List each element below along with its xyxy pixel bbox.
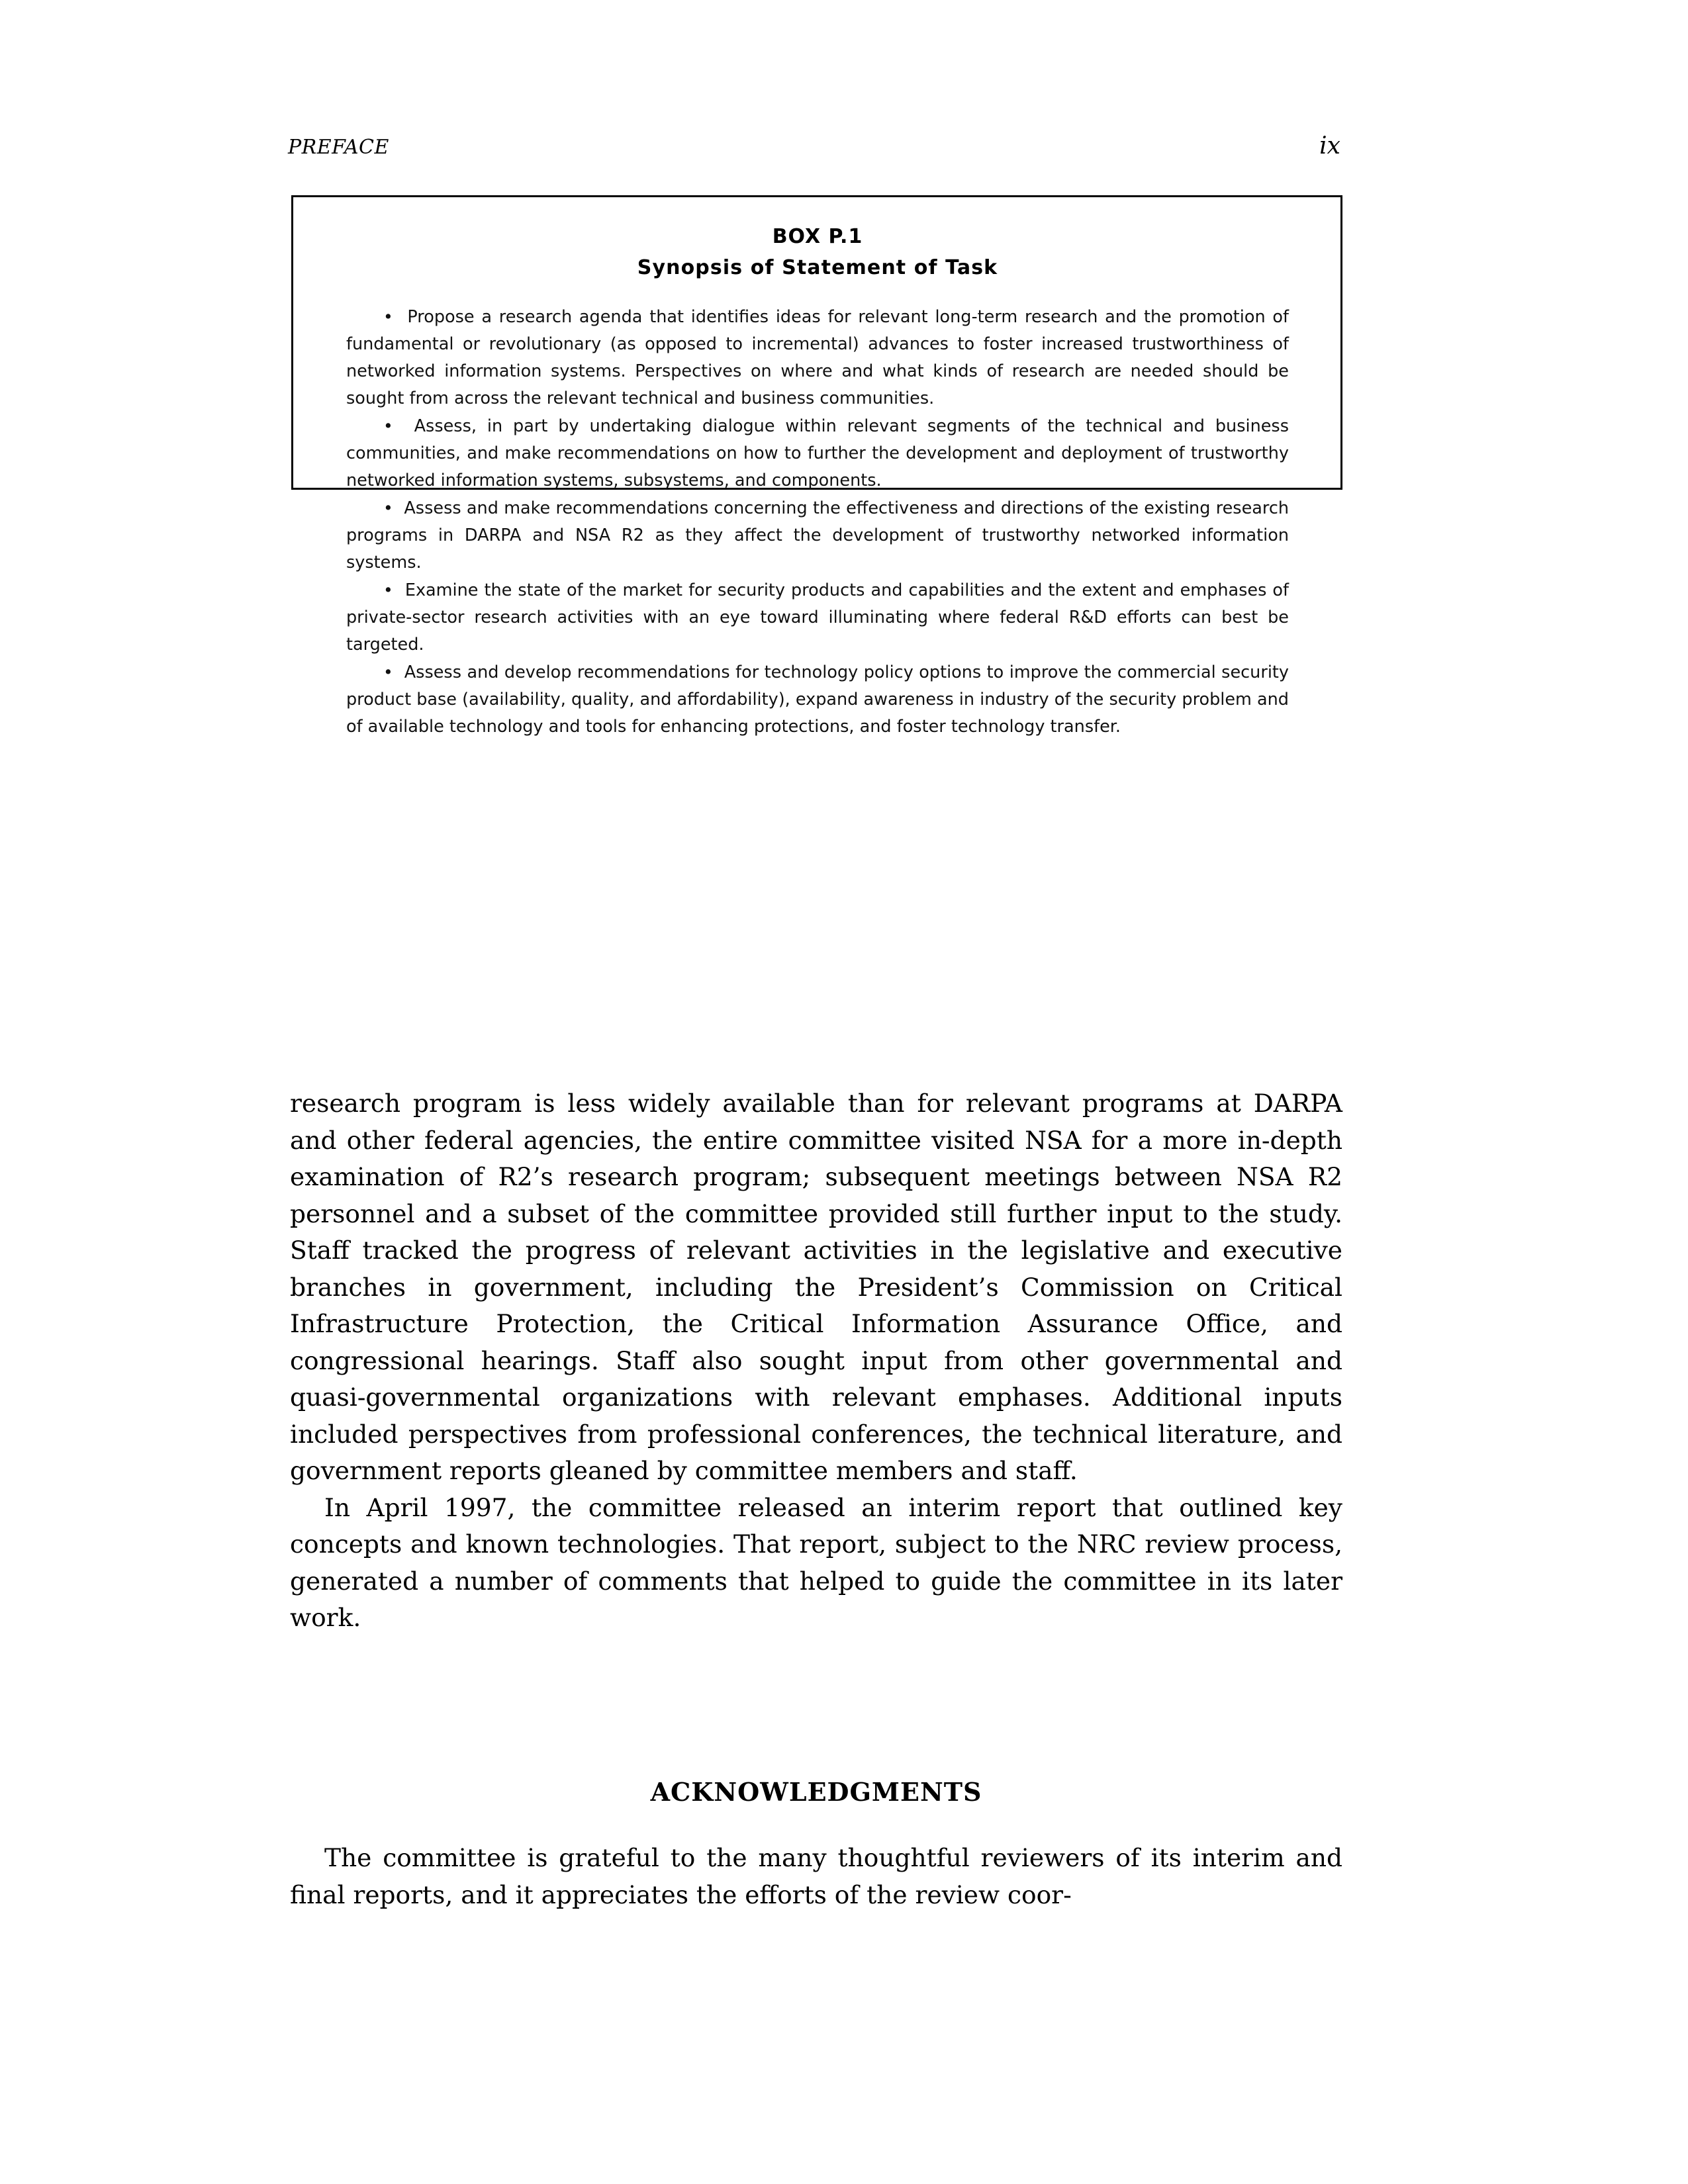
running-head-title: PREFACE — [288, 136, 389, 159]
box-bullet-item — [346, 412, 1289, 494]
box-bullet-item — [346, 303, 1289, 412]
box-p1-body — [346, 303, 1289, 741]
page-number: ix — [1319, 132, 1340, 159]
box-bullet-text: Assess and develop recommendations for technology policy options to improve the commercial security product base (availability, quality, and affordability), expand awareness in industry of the security problem and of available technology and tools for enhancing protections, and foster technology transfer. — [346, 662, 1289, 737]
bullet-icon: • — [383, 307, 393, 326]
box-bullet-item — [346, 494, 1289, 576]
main-body — [290, 1085, 1342, 1637]
bullet-icon: • — [383, 662, 393, 682]
box-bullet-text: Assess and make recommendations concerning the effectiveness and directions of the existing research programs in DARPA and NSA R2 as they affect the development of trustworthy networked information systems. — [346, 498, 1289, 572]
box-bullet-item — [346, 576, 1289, 659]
box-p1-inner — [293, 197, 1340, 741]
box-p1 — [291, 195, 1342, 737]
bullet-icon: • — [383, 416, 393, 435]
acknowledgments-paragraph-1: The committee is grateful to the many thoughtful reviewers of its interim and final reports, and it appreciates the efforts of the review coor- — [290, 1843, 1342, 1909]
box-bullet-item — [346, 659, 1289, 741]
body-paragraph-1: research program is less widely available than for relevant programs at DARPA and other federal agencies, the entire committee visited NSA for a more in-depth examination of R2’s research program; subsequent meetings between NSA R2 personnel and a subset of the committee provided still further input to the study. Staff tracked the progress of relevant activities in the legislative and executive branches in government, including the President’s Commission on Critical Infrastructure Protection, the Critical Information Assurance Office, and congressional hearings. Staff also sought input from other governmental and quasi-governmental organizations with relevant emphases. Additional inputs included perspectives from professional conferences, the technical literature, and government reports gleaned by committee members and staff. — [290, 1089, 1342, 1485]
box-p1-title: BOX P.1 — [772, 225, 863, 248]
body-paragraph-2: In April 1997, the committee released an interim report that outlined key concepts and known technologies. That report, subject to the NRC review process, generated a number of comments that helped to guide the committee in its later work. — [290, 1492, 1342, 1632]
box-bullet-text: Examine the state of the market for security products and capabilities and the extent and emphases of private-sector research activities with an eye toward illuminating where federal R&D efforts can best be targeted. — [346, 580, 1289, 655]
bullet-icon: • — [383, 580, 393, 600]
box-bullet-text: Propose a research agenda that identifies ideas for relevant long-term research and the promotion of fundamental or revolutionary (as opposed to incremental) advances to foster increased trustworthiness of networked information systems. Perspectives on where and what kinds of research are needed should be sought from across the relevant technical and business communities. — [346, 307, 1289, 408]
running-head — [288, 132, 1340, 159]
acknowledgments-heading: ACKNOWLEDGMENTS — [650, 1777, 982, 1807]
acknowledgments-body — [290, 1840, 1342, 1913]
box-p1-subtitle: Synopsis of Statement of Task — [637, 256, 998, 279]
box-bullet-text: Assess, in part by undertaking dialogue within relevant segments of the technical and business communities, and make recommendations on how to further the development and deployment of trustworthy networked information systems, subsystems, and components. — [346, 416, 1289, 490]
bullet-icon: • — [383, 498, 393, 518]
